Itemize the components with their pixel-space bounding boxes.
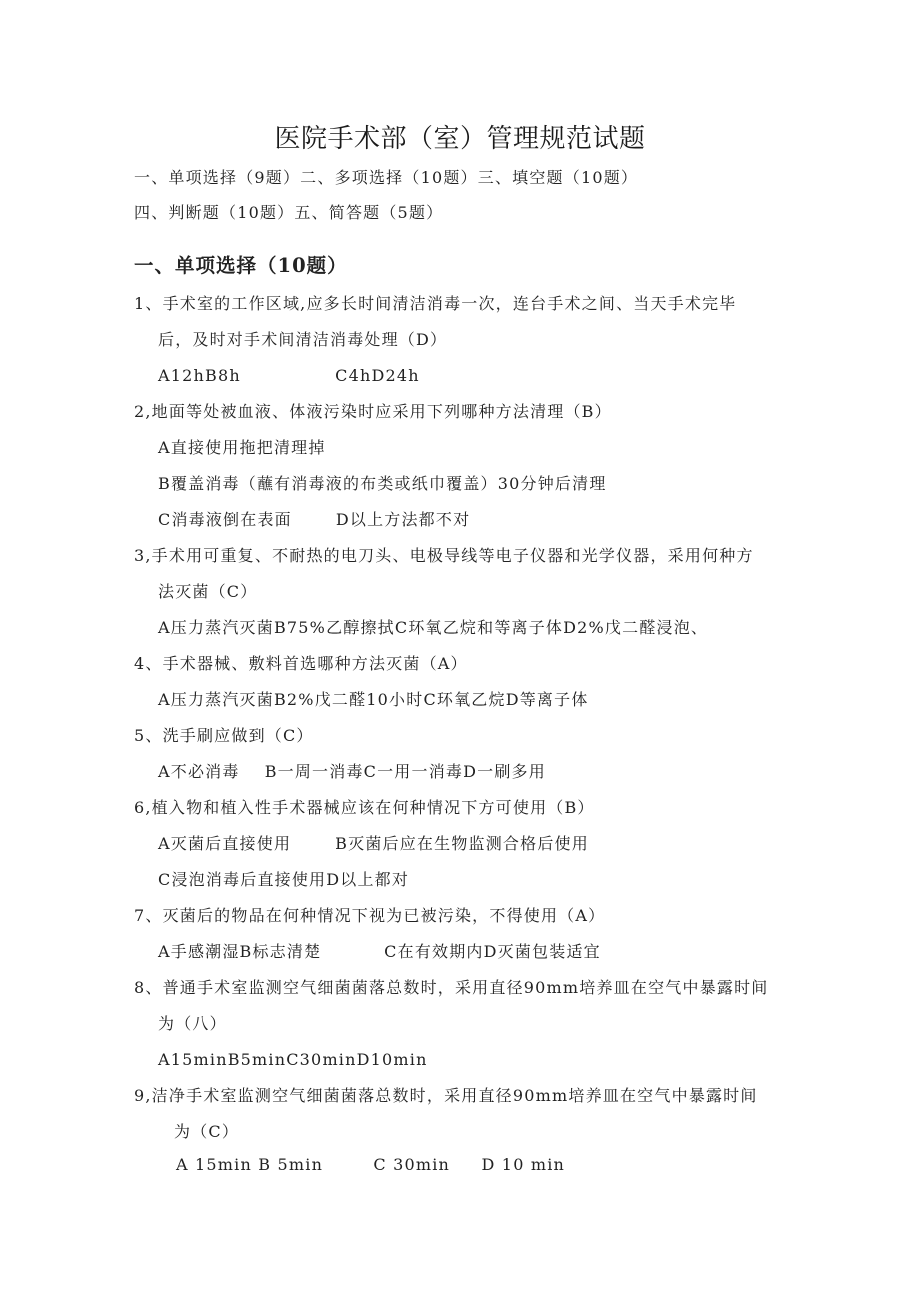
question-9-cont: 为（C） (174, 1122, 240, 1141)
question-1-options: A12hB8h C4hD24h (158, 366, 420, 385)
question-4: 4、手术器械、敷料首选哪种方法灭菌（A） (134, 654, 468, 673)
question-9: 9,洁净手术室监测空气细菌菌落总数时，采用直径90mm培养皿在空气中暴露时间 (134, 1086, 758, 1105)
question-3-options: A压力蒸汽灭菌B75%乙醇擦拭C环氧乙烷和等离子体D2%戊二醛浸泡、 (158, 618, 709, 637)
question-2-option-cd: C消毒液倒在表面 D以上方法都不对 (158, 510, 471, 529)
question-3: 3,手术用可重复、不耐热的电刀头、电极导线等电子仪器和光学仪器，采用何种方 (134, 546, 754, 565)
question-7-options: A手感潮湿B标志清楚 C在有效期内D灭菌包装适宜 (158, 942, 601, 961)
page-title: 医院手术部（室）管理规范试题 (274, 124, 646, 154)
question-2-option-b: B覆盖消毒（蘸有消毒液的布类或纸巾覆盖）30分钟后清理 (158, 474, 607, 493)
question-6: 6,植入物和植入性手术器械应该在何种情况下方可使用（B） (134, 798, 595, 817)
section-heading: 一、单项选择（10题） (134, 254, 348, 277)
question-2-option-a: A直接使用拖把清理掉 (158, 438, 326, 457)
question-6-options-ab: A灭菌后直接使用 B灭菌后应在生物监测合格后使用 (158, 834, 589, 853)
question-1: 1、手术室的工作区域,应多长时间清洁消毒一次，连台手术之间、当天手术完毕 (134, 294, 737, 313)
question-4-options: A压力蒸汽灭菌B2%戊二醛10小时C环氧乙烷D等离子体 (158, 690, 589, 709)
question-5: 5、洗手刷应做到（C） (134, 726, 314, 745)
overview-line-1: 一、单项选择（9题）二、多项选择（10题）三、填空题（10题） (134, 168, 639, 187)
question-5-options: A不必消毒 B一周一消毒C一用一消毒D一刷多用 (158, 762, 546, 781)
overview-line-2: 四、判断题（10题）五、简答题（5题） (134, 203, 444, 222)
question-8-cont: 为（八） (158, 1014, 227, 1033)
question-3-cont: 法灭菌（C） (158, 582, 258, 601)
question-6-options-cd: C浸泡消毒后直接使用D以上都对 (158, 870, 410, 889)
question-8-options: A15minB5minC30minD10min (158, 1050, 428, 1069)
question-1-cont: 后，及时对手术间清洁消毒处理（D） (158, 330, 448, 349)
question-9-options: A 15min B 5min C 30min D 10 min (176, 1155, 566, 1174)
question-7: 7、灭菌后的物品在何种情况下视为已被污染，不得使用（A） (134, 906, 606, 925)
question-2: 2,地面等处被血液、体液污染时应采用下列哪种方法清理（B） (134, 402, 612, 421)
question-8: 8、普通手术室监测空气细菌菌落总数时，采用直径90mm培养皿在空气中暴露时间 (134, 978, 769, 997)
